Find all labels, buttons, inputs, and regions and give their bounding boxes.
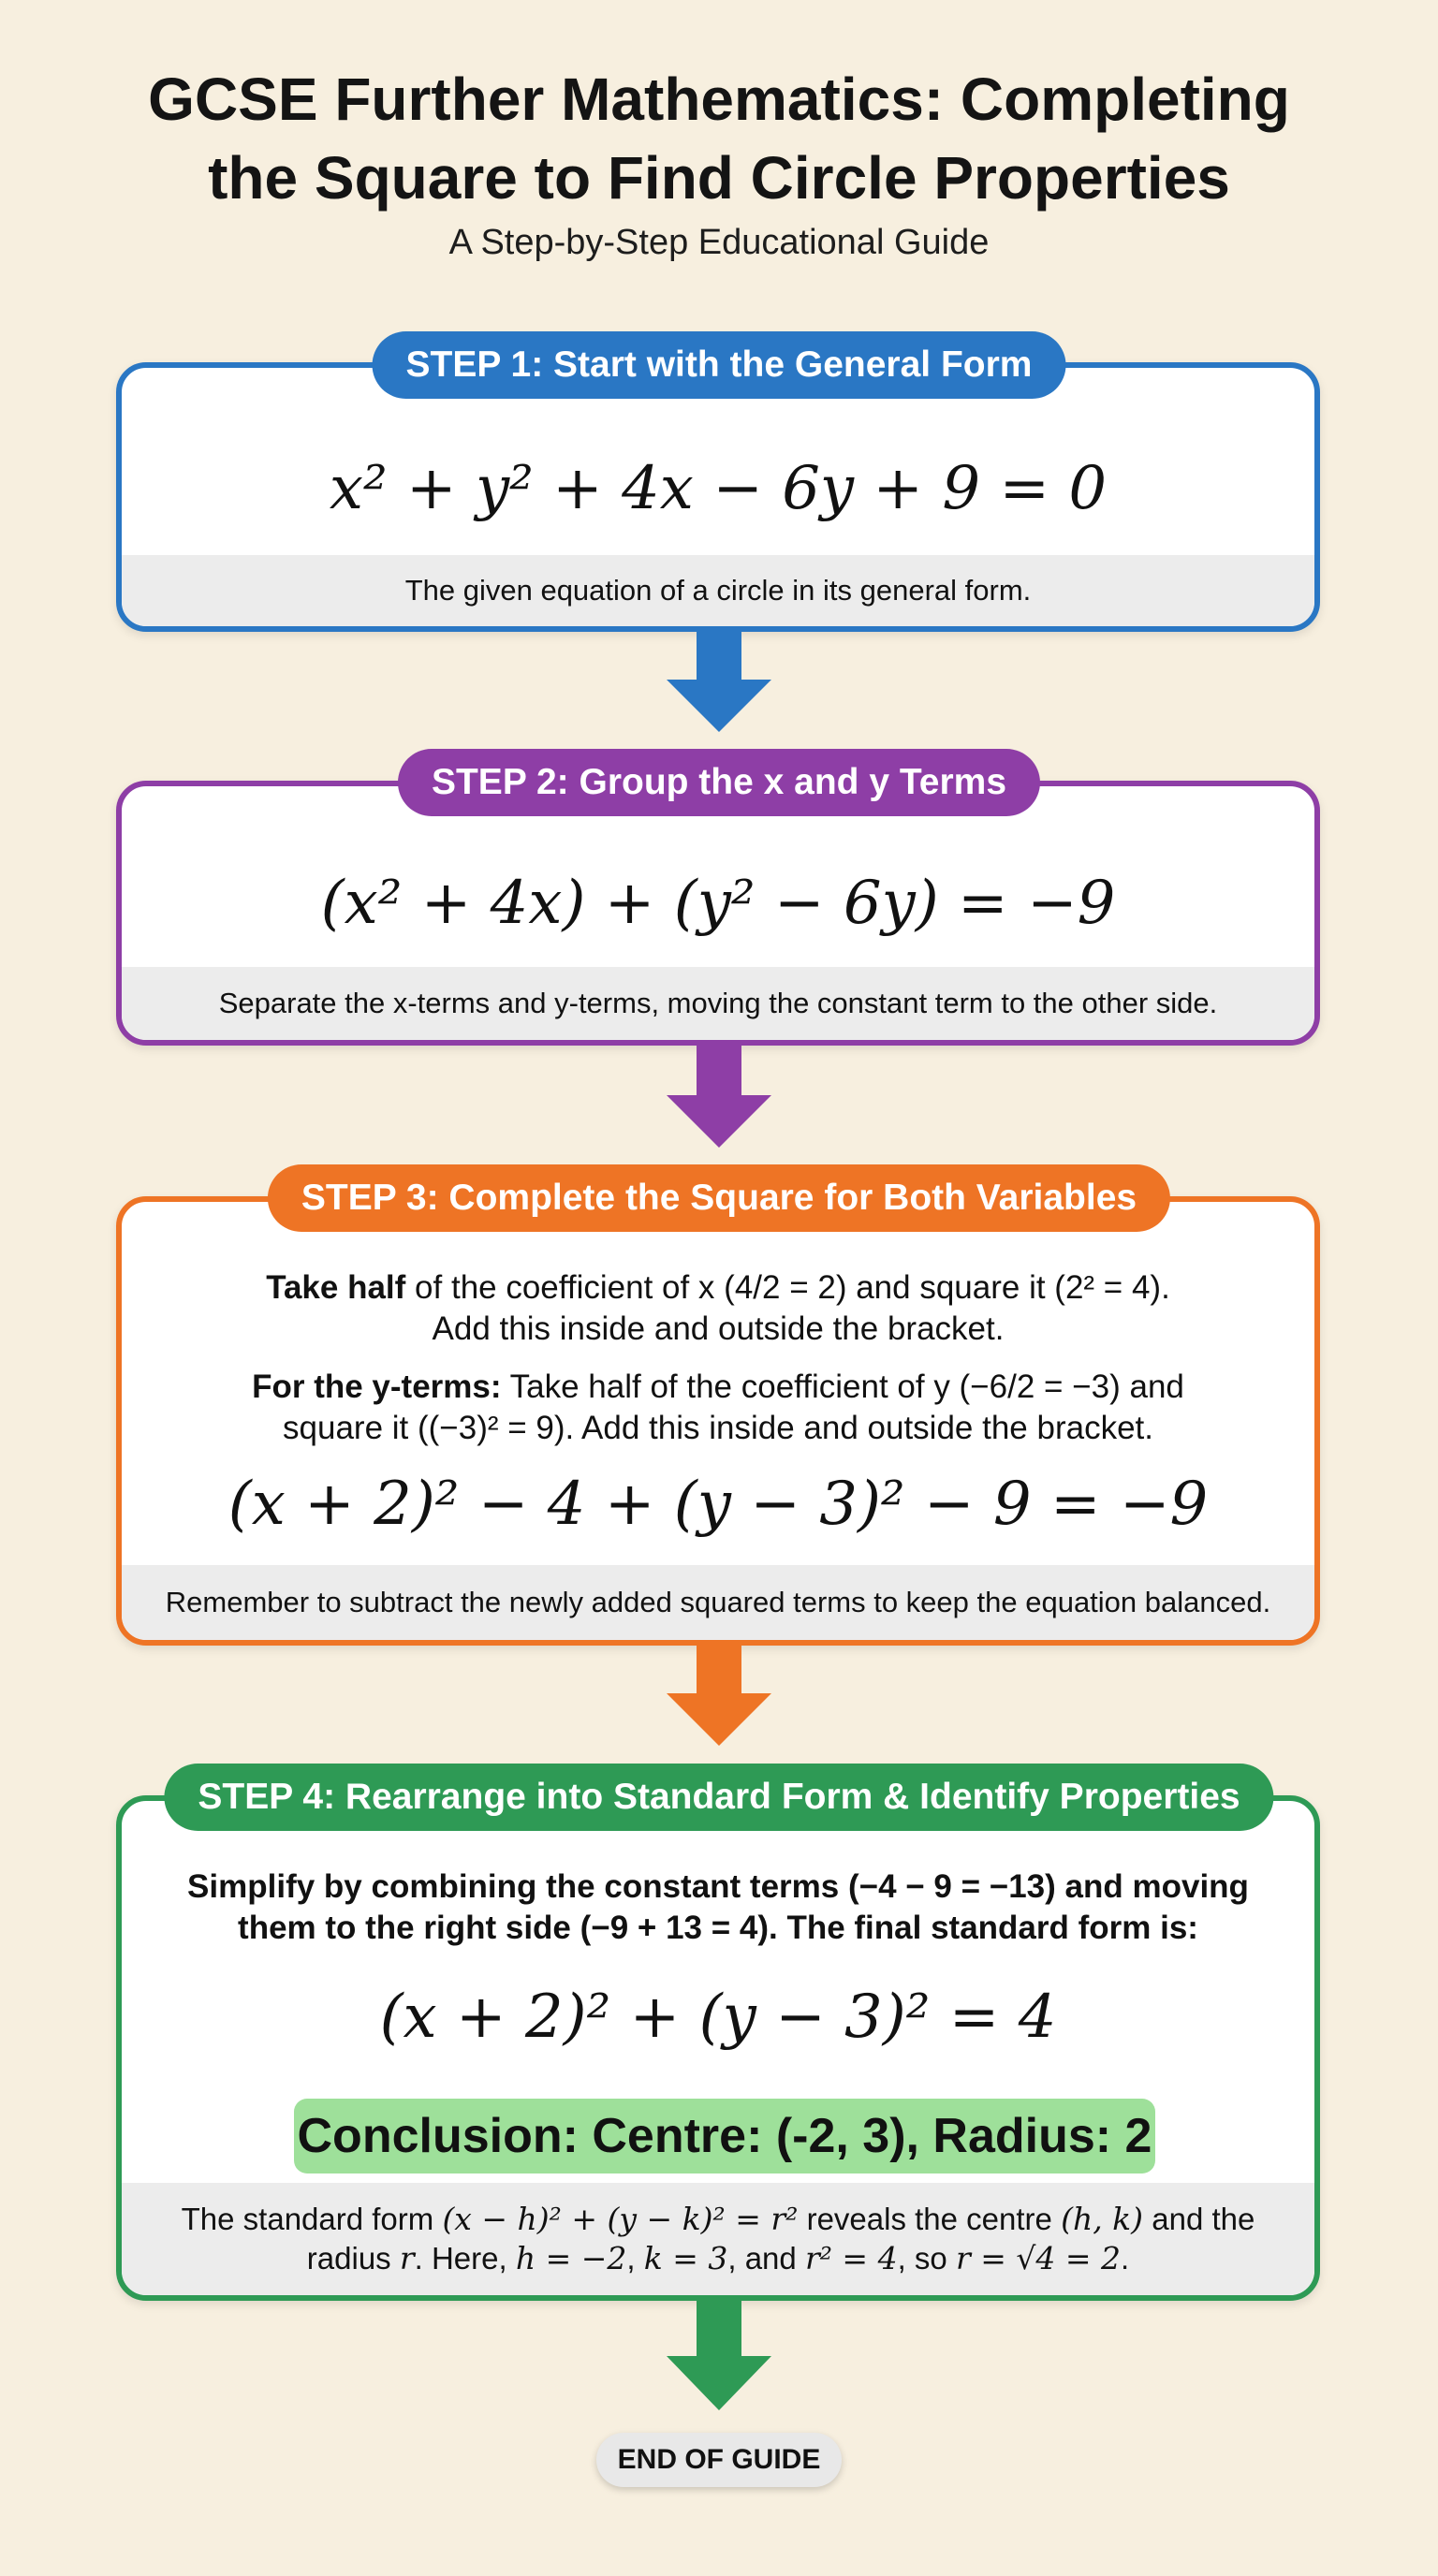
centre-symbol: (h, k) [1061,2201,1144,2237]
step-2-equation: (x² + 4x) + (y² − 6y) = −9 [320,869,1116,938]
step-3-equation: (x + 2)² − 4 + (y − 3)² − 9 = −9 [227,1470,1209,1539]
step-3-para-2-bold: For the y-terms: [252,1368,502,1405]
step-4-foot-text-3: and the [1152,2202,1255,2236]
step-4-card [116,1795,1320,2301]
step-3-badge: STEP 3: Complete the Square for Both Variables [268,1164,1170,1232]
title-line-1: GCSE Further Mathematics: Completing [148,66,1290,133]
h-value: h = −2 [515,2240,627,2276]
step-4-foot-text-1: The standard form [181,2202,434,2236]
title-line-2: the Square to Find Circle Properties [208,144,1230,212]
step-3-paragraph-2 [178,1367,1258,1449]
r-squared-value: r² = 4 [804,2240,898,2276]
step-1-card [116,362,1320,632]
step-3-para-1-line-2: Add this inside and outside the bracket. [432,1310,1005,1347]
standard-form-formula: (x − h)² + (y − k)² = r² [442,2201,799,2237]
step-4-foot-text-7: , so [897,2241,947,2276]
step-3-card [116,1196,1320,1646]
step-2-card [116,781,1320,1046]
r-value: r = √4 = 2 [955,2240,1122,2276]
step-2-badge: STEP 2: Group the x and y Terms [398,749,1040,816]
step-3-para-1-bold: Take half [266,1269,406,1306]
step-3-footnote: Remember to subtract the newly added squared terms to keep the equation balanced. [122,1565,1314,1640]
step-4-foot-text-8: . [1121,2241,1130,2276]
step-4-foot-text-6: , and [727,2241,797,2276]
down-arrow-icon [663,2300,775,2412]
step-3-para-2-rest: Take half of the coefficient of y (−6/2 = −3) and [501,1368,1184,1405]
step-4-para-line-2: them to the right side (−9 + 13 = 4). The final standard form is: [238,1910,1198,1946]
radius-symbol: r [399,2240,415,2276]
step-4-footnote: The standard form (x − h)² + (y − k)² = r² reveals the centre (h, k) and the radius r. Here, h = −2, k = 3, and r² = 4, so r = √4 = 2. [122,2183,1314,2295]
end-of-guide-button[interactable]: END OF GUIDE [596,2433,842,2487]
step-2-footnote: Separate the x-terms and y-terms, moving the constant term to the other side. [122,967,1314,1040]
page-title [0,60,1438,217]
step-3-paragraph-1 [178,1267,1258,1350]
step-1-equation: x² + y² + 4x − 6y + 9 = 0 [329,454,1108,523]
step-4-foot-text-2: reveals the centre [806,2202,1052,2236]
page-subtitle: A Step-by-Step Educational Guide [448,223,990,262]
k-value: k = 3 [643,2240,728,2276]
down-arrow-icon [663,631,775,734]
step-4-paragraph [178,1866,1258,1949]
conclusion-box: Conclusion: Centre: (-2, 3), Radius: 2 [294,2099,1155,2174]
down-arrow-icon [663,1645,775,1748]
step-3-para-1-rest: of the coefficient of x (4/2 = 2) and square it (2² = 4). [405,1269,1170,1306]
step-4-equation: (x + 2)² + (y − 3)² = 4 [379,1983,1057,2052]
down-arrow-icon [663,1045,775,1149]
step-3-para-2-line-2: square it ((−3)² = 9). Add this inside and outside the bracket. [283,1410,1153,1446]
step-4-foot-text-4: radius [306,2241,391,2276]
step-4-badge: STEP 4: Rearrange into Standard Form & Identify Properties [164,1764,1273,1831]
step-1-footnote: The given equation of a circle in its general form. [122,555,1314,626]
step-4-para-line-1: Simplify by combining the constant terms (−4 − 9 = −13) and moving [187,1868,1249,1905]
step-1-badge: STEP 1: Start with the General Form [373,331,1066,399]
step-4-foot-text-5: . Here, [414,2241,507,2276]
